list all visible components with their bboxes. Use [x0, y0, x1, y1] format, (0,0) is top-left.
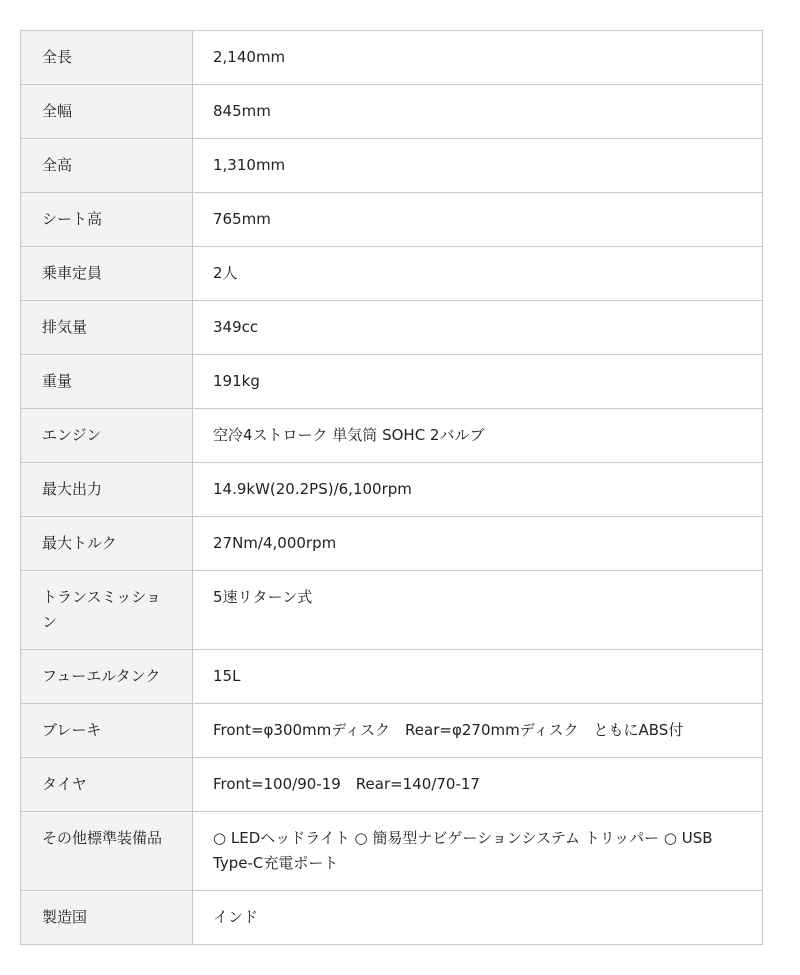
spec-label: フューエルタンク: [21, 650, 193, 704]
spec-row-height: [21, 139, 763, 193]
spec-value: 27Nm/4,000rpm: [193, 517, 763, 571]
spec-value: 2,140mm: [193, 31, 763, 85]
spec-value: ○ LEDヘッドライト ○ 簡易型ナビゲーションシステム トリッパー ○ USB Type-C充電ポート: [193, 812, 763, 891]
spec-label: その他標準装備品: [21, 812, 193, 891]
spec-row-width: [21, 85, 763, 139]
spec-label: 最大出力: [21, 463, 193, 517]
spec-label: エンジン: [21, 409, 193, 463]
spec-value: 765mm: [193, 193, 763, 247]
spec-value: 349cc: [193, 301, 763, 355]
spec-label: トランスミッション: [21, 571, 193, 650]
spec-label: 重量: [21, 355, 193, 409]
spec-label: 全高: [21, 139, 193, 193]
spec-table: [20, 30, 763, 945]
spec-row-capacity: [21, 247, 763, 301]
spec-value: 15L: [193, 650, 763, 704]
spec-value: 空冷4ストローク 単気筒 SOHC 2バルブ: [193, 409, 763, 463]
spec-value: 14.9kW(20.2PS)/6,100rpm: [193, 463, 763, 517]
spec-row-seat-height: [21, 193, 763, 247]
spec-value: 5速リターン式: [193, 571, 763, 650]
spec-value: 2人: [193, 247, 763, 301]
spec-label: 製造国: [21, 891, 193, 945]
spec-label: 乗車定員: [21, 247, 193, 301]
spec-row-max-power: [21, 463, 763, 517]
spec-row-length: [21, 31, 763, 85]
spec-row-weight: [21, 355, 763, 409]
spec-value: 845mm: [193, 85, 763, 139]
spec-row-fuel-tank: [21, 650, 763, 704]
spec-label: 全幅: [21, 85, 193, 139]
spec-label: 最大トルク: [21, 517, 193, 571]
spec-value: 1,310mm: [193, 139, 763, 193]
spec-row-transmission: [21, 571, 763, 650]
spec-label: ブレーキ: [21, 704, 193, 758]
spec-row-max-torque: [21, 517, 763, 571]
spec-label: 全長: [21, 31, 193, 85]
spec-value: Front=φ300mmディスク Rear=φ270mmディスク ともにABS付: [193, 704, 763, 758]
spec-row-standard-equipment: [21, 812, 763, 891]
spec-row-tires: [21, 758, 763, 812]
spec-value: Front=100/90-19 Rear=140/70-17: [193, 758, 763, 812]
spec-label: シート高: [21, 193, 193, 247]
spec-row-brakes: [21, 704, 763, 758]
spec-row-engine: [21, 409, 763, 463]
spec-row-displacement: [21, 301, 763, 355]
spec-label: タイヤ: [21, 758, 193, 812]
spec-label: 排気量: [21, 301, 193, 355]
spec-row-country: [21, 891, 763, 945]
spec-value: インド: [193, 891, 763, 945]
spec-value: 191kg: [193, 355, 763, 409]
